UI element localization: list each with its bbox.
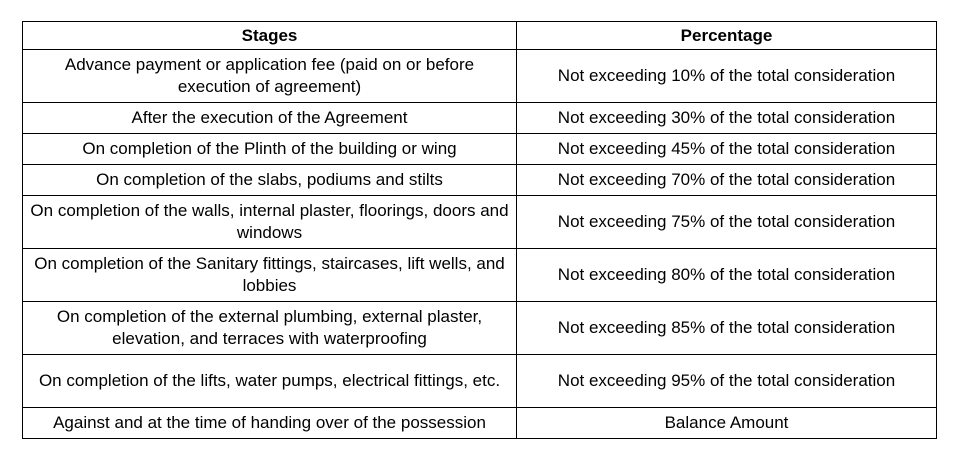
stage-cell: Against and at the time of handing over of the possession	[23, 408, 517, 439]
table-row	[23, 408, 937, 439]
stage-cell: Advance payment or application fee (paid on or before execution of agreement)	[23, 50, 517, 103]
table-row	[23, 196, 937, 249]
stage-cell: After the execution of the Agreement	[23, 103, 517, 134]
table-row	[23, 302, 937, 355]
percentage-cell: Not exceeding 95% of the total consideration	[517, 355, 937, 408]
header-stages: Stages	[23, 22, 517, 50]
table-row	[23, 134, 937, 165]
table-row	[23, 355, 937, 408]
table-header-row	[23, 22, 937, 50]
table-row	[23, 103, 937, 134]
stage-cell: On completion of the walls, internal plaster, floorings, doors and windows	[23, 196, 517, 249]
payment-schedule-table	[22, 21, 937, 439]
percentage-cell: Not exceeding 80% of the total consideration	[517, 249, 937, 302]
percentage-cell: Balance Amount	[517, 408, 937, 439]
stage-cell: On completion of the Plinth of the building or wing	[23, 134, 517, 165]
table-row	[23, 50, 937, 103]
stage-cell: On completion of the Sanitary fittings, staircases, lift wells, and lobbies	[23, 249, 517, 302]
header-percentage: Percentage	[517, 22, 937, 50]
percentage-cell: Not exceeding 70% of the total consideration	[517, 165, 937, 196]
stage-cell: On completion of the external plumbing, external plaster, elevation, and terraces with waterproofing	[23, 302, 517, 355]
table-row	[23, 249, 937, 302]
percentage-cell: Not exceeding 45% of the total consideration	[517, 134, 937, 165]
percentage-cell: Not exceeding 85% of the total consideration	[517, 302, 937, 355]
percentage-cell: Not exceeding 10% of the total consideration	[517, 50, 937, 103]
table-row	[23, 165, 937, 196]
stage-cell: On completion of the slabs, podiums and stilts	[23, 165, 517, 196]
percentage-cell: Not exceeding 30% of the total consideration	[517, 103, 937, 134]
stage-cell: On completion of the lifts, water pumps, electrical fittings, etc.	[23, 355, 517, 408]
percentage-cell: Not exceeding 75% of the total consideration	[517, 196, 937, 249]
